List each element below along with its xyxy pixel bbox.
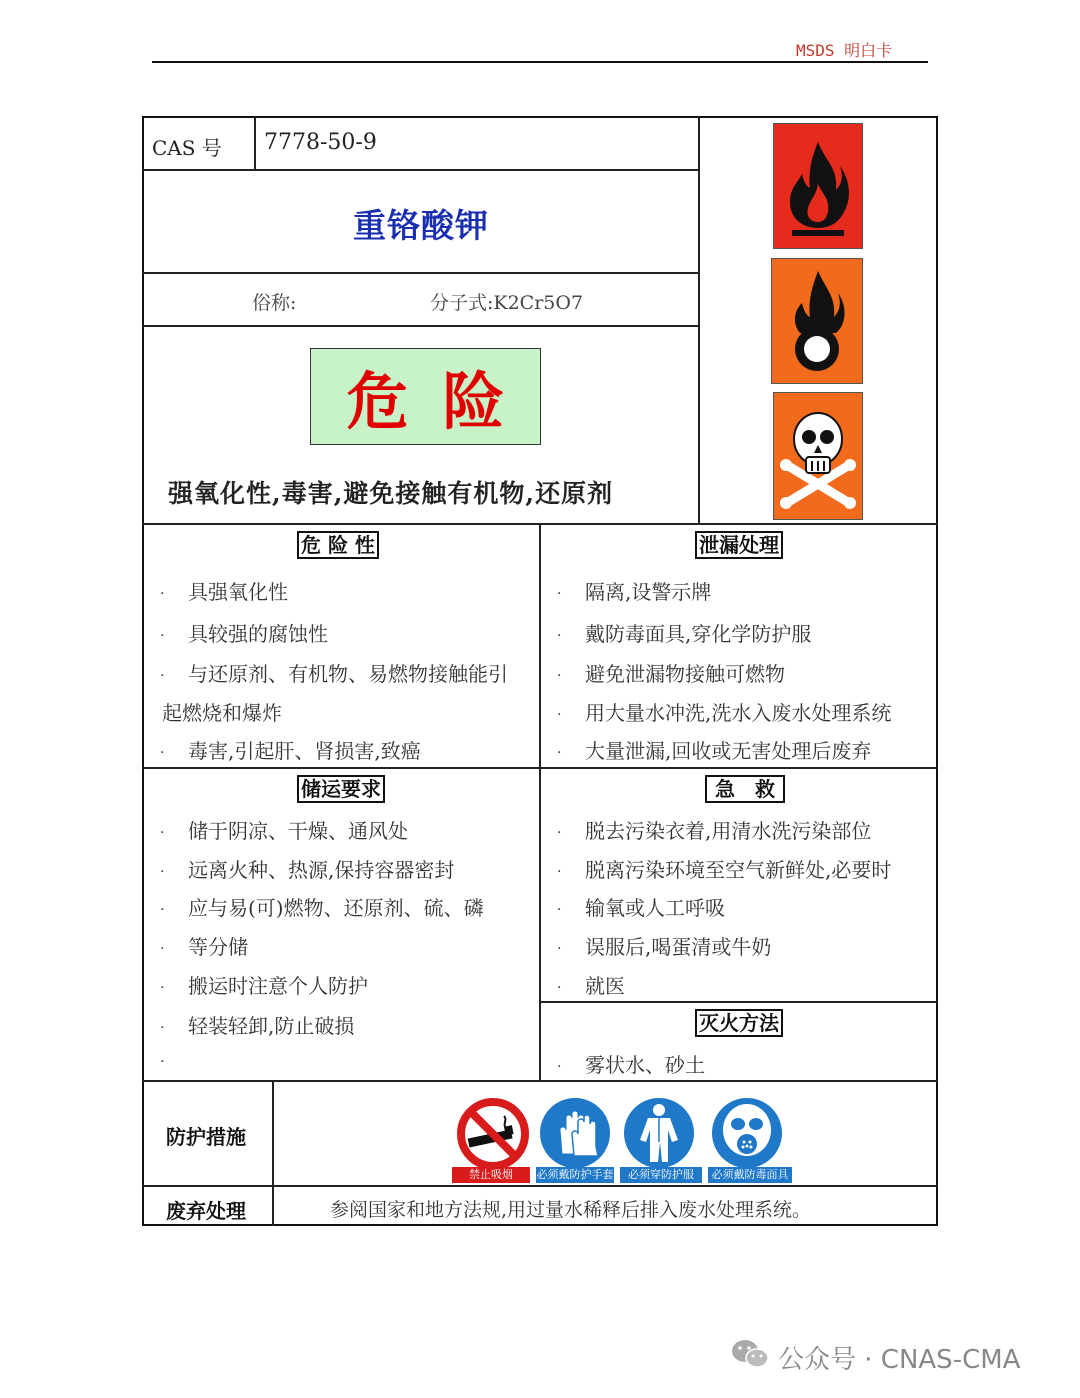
list-item: · 搬运时注意个人防护 (160, 974, 368, 998)
document-header-label: MSDS 明白卡 (796, 41, 893, 60)
list-item-empty: · (160, 1053, 165, 1070)
disposal-label: 废弃处理 (166, 1199, 246, 1223)
protection-label: 防护措施 (166, 1125, 246, 1149)
list-item: · 大量泄漏,回收或无害处理后废弃 (557, 739, 872, 763)
sign-caption: 禁止吸烟 (452, 1167, 530, 1183)
list-item: · 等分储 (160, 935, 248, 959)
list-item: · 就医 (557, 974, 625, 998)
sign-caption: 必须戴防护手套 (536, 1168, 614, 1181)
list-item: · 远离火种、热源,保持容器密封 (160, 858, 455, 882)
divider (254, 116, 256, 170)
header-divider (152, 61, 928, 63)
section-title-storage: 储运要求 (297, 775, 385, 803)
list-item: · 与还原剂、有机物、易燃物接触能引 (160, 662, 508, 686)
divider (142, 169, 699, 171)
list-item: · 储于阴凉、干燥、通风处 (160, 819, 408, 843)
divider (698, 116, 700, 524)
section-title-leak: 泄漏处理 (695, 531, 783, 559)
list-item: · 误服后,喝蛋清或牛奶 (557, 935, 772, 959)
list-item: · 脱去污染衣着,用清水洗污染部位 (557, 819, 872, 843)
list-item: · 雾状水、砂土 (557, 1053, 705, 1077)
list-item-continuation: 起燃烧和爆炸 (162, 701, 282, 725)
list-item: · 脱离污染环境至空气新鲜处,必要时 (557, 858, 892, 882)
cas-label: CAS 号 (152, 136, 222, 160)
skull-crossbones-icon (773, 392, 863, 520)
watermark (730, 1338, 1020, 1377)
hazard-summary: 强氧化性,毒害,避免接触有机物,还原剂 (168, 479, 614, 508)
list-item: · 用大量水冲洗,洗水入废水处理系统 (557, 701, 892, 725)
flame-icon (773, 123, 863, 249)
flame-over-circle-icon (771, 258, 863, 384)
list-item: · 戴防毒面具,穿化学防护服 (557, 622, 812, 646)
list-item: · 具强氧化性 (160, 580, 288, 604)
common-name-label: 俗称: (252, 292, 297, 314)
chemical-name: 重铬酸钾 (353, 206, 489, 245)
watermark-text: 公众号 · CNAS-CMA (778, 1345, 1021, 1375)
list-item: · 具较强的腐蚀性 (160, 622, 328, 646)
list-item: · 应与易(可)燃物、还原剂、硫、磷 (160, 896, 484, 920)
list-item: · 隔离,设警示牌 (557, 580, 712, 604)
sign-caption: 必须戴防毒面具 (708, 1167, 792, 1183)
divider (272, 1080, 274, 1226)
sign-caption: 必须穿防护服 (620, 1167, 702, 1183)
signal-word-danger: 危险 (310, 348, 541, 445)
divider (142, 325, 699, 327)
divider (539, 523, 541, 1081)
section-title-fire: 灭火方法 (695, 1009, 783, 1037)
section-title-hazard: 危 险 性 (297, 531, 379, 559)
list-item: · 毒害,引起肝、肾损害,致癌 (160, 739, 421, 763)
list-item: · 输氧或人工呼吸 (557, 896, 725, 920)
wechat-icon (730, 1338, 770, 1377)
divider (540, 1001, 938, 1003)
molecular-formula: 分子式:K2Cr5O7 (430, 292, 584, 314)
cas-number: 7778-50-9 (264, 130, 377, 155)
list-item: · 轻装轻卸,防止破损 (160, 1014, 355, 1038)
divider (142, 272, 699, 274)
disposal-text: 参阅国家和地方法规,用过量水稀释后排入废水处理系统。 (330, 1199, 812, 1221)
section-title-first-aid: 急 救 (705, 775, 785, 803)
list-item: · 避免泄漏物接触可燃物 (557, 662, 785, 686)
